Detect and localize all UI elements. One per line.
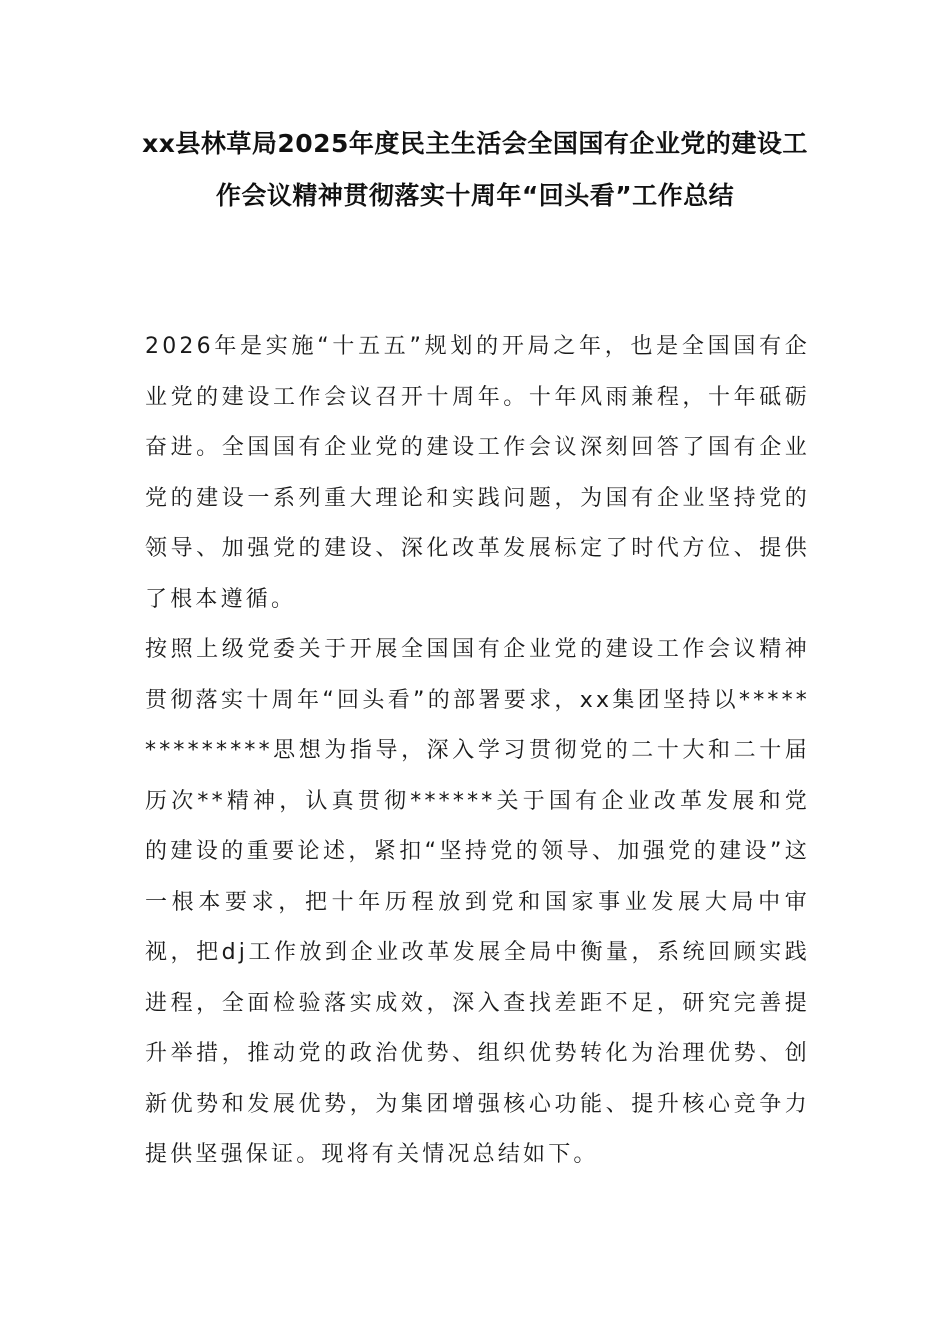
document-title: xx县林草局2025年度民主生活会全国国有企业党的建设工作会议精神贯彻落实十周年“回头看”工作总结 [142, 129, 808, 210]
paragraph-deployment: 按照上级党委关于开展全国国有企业党的建设工作会议精神贯彻落实十周年“回头看”的部署要求，xx集团坚持以**************思想为指导，深入学习贯彻党的二十大和二十届历次**精神，认真贯彻******关于国有企业改革发展和党的建设的重要论述，紧扣“坚持党的领导、加强党的建设”这一根本要求，把十年历程放到党和国家事业发展大局中审视，把dj工作放到企业改革发展全局中衡量，系统回顾实践进程，全面检验落实成效，深入查找差距不足，研究完善提升举措，推动党的政治优势、组织优势转化为治理优势、创新优势和发展优势，为集团增强核心功能、提升核心竞争力提供坚强保证。现将有关情况总结如下。 [145, 637, 810, 1167]
paragraph-intro: 2026年是实施“十五五”规划的开局之年，也是全国国有企业党的建设工作会议召开十周年。十年风雨兼程，十年砥砺奋进。全国国有企业党的建设工作会议深刻回答了国有企业党的建设一系列重大理论和实践问题，为国有企业坚持党的领导、加强党的建设、深化改革发展标定了时代方位、提供了根本遵循。 [145, 334, 810, 612]
document-body [145, 322, 810, 1181]
